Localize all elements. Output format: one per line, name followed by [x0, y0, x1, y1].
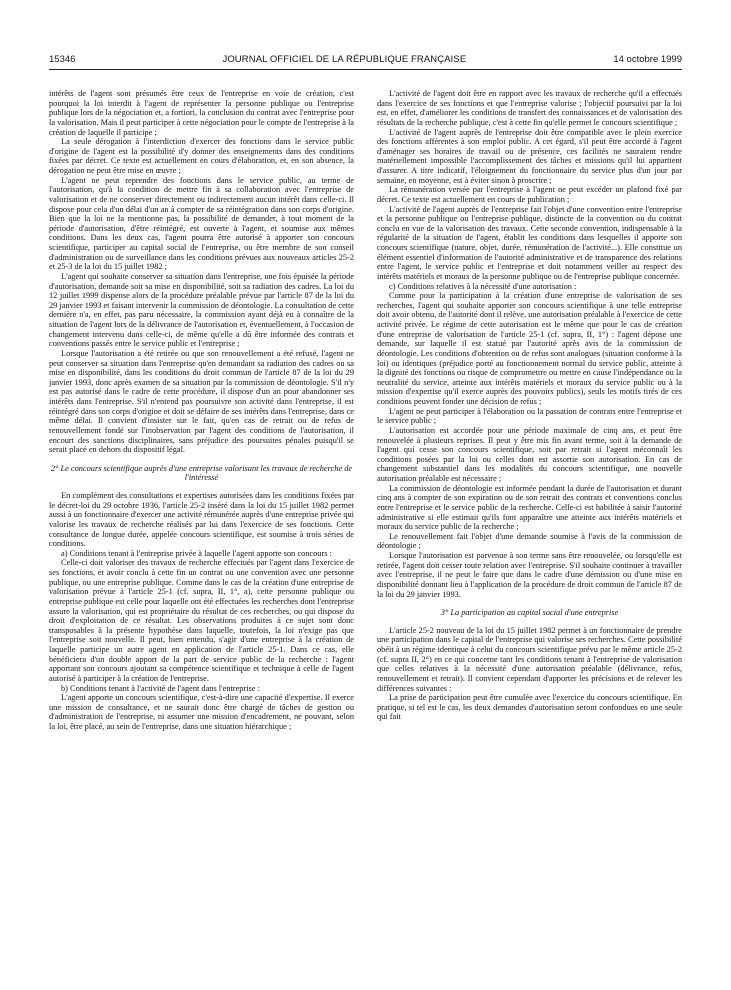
paragraph: La seule dérogation à l'interdiction d'exercer des fonctions dans le service public d'origine de l'agent est la possibilité d'y donner des enseignements dans des conditions fixées par décret. Ce texte est actuellement en cours d'élaboration, et, en son absence, la dérogation ne peut être mise en œuvre ;: [49, 137, 354, 175]
paragraph: L'activité de l'agent auprès de l'entreprise doit être compatible avec le plein exercice des fonctions afférentes à son emploi public. A cet égard, s'il peut être accordé à l'agent d'aménager ses horaires de travail ou de présence, ces facilités ne sauraient rendre matériellement impossible l'accomplissement des tâches et missions qu'il lui appartient d'assurer. A titre indicatif, l'éloignement du fonctionnaire du service plus d'un jour par semaine, en moyenne, est à éviter sinon à proscrire ;: [377, 127, 682, 185]
paragraph: La prise de participation peut être cumulée avec l'exercice du concours scientifique. En pratique, si tel est le cas, les deux demandes d'autorisation seront confondues en une seule qui fait: [377, 693, 682, 722]
right-column: [377, 89, 682, 984]
paragraph: Comme pour la participation à la création d'une entreprise de valorisation de ses recherches, l'agent qui souhaite apporter son concours scientifique à une telle entreprise doit avoir obtenu, de l'autorité dont il relève, une autorisation préalable à l'exercice de cette activité privée. Le régime de cette autorisation est le même que pour le cas de création d'une entreprise de valorisation de l'article 25-1 (cf. supra, II, 1°) : l'agent dépose une demande, sur laquelle il est statué par l'autorité après avis de la commission de déontologie. Les conditions d'obtention ou de refus sont analogues (situation conforme à la loi) ou identiques (préjudice porté au fonctionnement normal du service public, atteinte à la dignité des fonctions ou risque de compromettre ou mettre en cause l'indépendance ou la neutralité du service, atteinte aux intérêts matériels et moraux du service public ou à la mission d'expertise qu'il exerce auprès des pouvoirs publics), seuls les motifs tirés de ces conditions peuvent fonder une décision de refus ;: [377, 291, 682, 406]
paragraph: La commission de déontologie est informée pendant la durée de l'autorisation et durant cinq ans à compter de son expiration ou de son retrait des contrats et conventions conclus entre l'entreprise et le service public de la recherche. Celle-ci est habilitée à saisir l'autorité administrative si elle estimait qu'ils font apparaître une atteinte aux intérêts matériels et moraux du service public de la recherche ;: [377, 483, 682, 532]
paragraph: L'agent apporte un concours scientifique, c'est-à-dire une capacité d'expertise. Il exerce une mission de consultance, et ne saurait donc être chargé de tâches de gestion ou d'administration de l'entreprise, ni assumer une mission d'encadrement, ne pouvant, selon la loi, être placé, au sein de l'entreprise, dans une situation hiérarchique ;: [49, 693, 354, 731]
paragraph: b) Conditions tenant à l'activité de l'agent dans l'entreprise :: [61, 683, 260, 693]
header-rule: [49, 69, 682, 70]
journal-title: JOURNAL OFFICIEL DE LA RÉPUBLIQUE FRANÇAISE: [222, 53, 467, 65]
section-heading: 3° La participation au capital social d'une entreprise: [440, 608, 619, 618]
paragraph: Celle-ci doit valoriser des travaux de recherche effectués par l'agent dans l'exercice de ses fonctions, et avoir conclu à cette fin un contrat ou une convention avec une personne publique, ou une entreprise publique. Comme dans le cas de la création d'une entreprise de valorisation prévue à l'article 25-1 (cf. supra, II, 1°, a), cette personne publique ou entreprise publique est celle pour laquelle ont été effectuées les recherches dont l'entreprise assure la valorisation, qui est propriétaire du résultat de ces recherches, ou qui dispose du droit d'exploitation de ce résultat. Les observations produites à ce sujet sont donc transposables à la présente hypothèse dans laquelle, toutefois, la loi n'exige pas que l'entreprise soit nouvelle. Il peut, bien entendu, s'agir d'une entreprise à la création de laquelle participe un autre agent en application de l'article 25-1. Dans ce cas, elle bénéficiera d'un double apport de la part de service public de la recherche : l'agent apportant son concours ajoutant sa compétence scientifique et technique à celle de l'agent autorisé à participer à la création de l'entreprise.: [49, 558, 354, 683]
paragraph: L'agent ne peut reprendre des fonctions dans le service public, au terme de l'autorisation, qu'à la condition de mettre fin à sa collaboration avec l'entreprise de valorisation et de ne conserver directement ou indirectement aucun intérêt dans celle-ci. Il dispose pour cela d'un délai d'un an à compter de sa réintégration dans son corps d'origine. Bien que la loi ne la mentionne pas, la possibilité de demander, à tout moment de la période d'autorisation, d'être réintégré, est ouverte à l'agent, et soumise aux mêmes conditions. Dans les deux cas, l'agent pourra être autorisé à apporter son concours scientifique, participer au capital social de l'entreprise, ou être membre de son conseil d'administration ou de surveillance dans les conditions prévues aux nouveaux articles 25-2 et 25-3 de la loi du 15 juillet 1982 ;: [49, 175, 354, 272]
page-header: [49, 50, 682, 68]
page-number: 15346: [49, 53, 76, 65]
paragraph: Lorsque l'autorisation est parvenue à son terme sans être renouvelée, ou lorsqu'elle est retirée, l'agent doit cesser toute relation avec l'entreprise. S'il souhaite continuer à travailler avec l'entreprise, il ne peut le faire que dans le cadre d'une démission ou d'une mise en disponibilité donnant lieu à l'application de la procédure de droit commun de l'article 87 de la loi du 29 janvier 1993.: [377, 551, 682, 599]
paragraph: L'activité de l'agent auprès de l'entreprise fait l'objet d'une convention entre l'entreprise et la personne publique ou l'entreprise publique, distincte de la convention ou du contrat conclu en vue de la valorisation des travaux. Cette seconde convention, indispensable à la régularité de la situation de l'agent, établit les conditions dans lesquelles il apporte son concours scientifique (nature, objet, durée, rémunération de l'activité...). Elle constitue un élément essentiel d'information de l'autorité administrative et de transparence des relations entre l'agent, le service public et l'entreprise et doit notamment veiller au respect des intérêts matériels et moraux de la personne publique ou de l'entreprise publique concernée.: [377, 204, 682, 281]
paragraph: L'agent qui souhaite conserver sa situation dans l'entreprise, une fois épuisée la période d'autorisation, demande soit sa mise en disponibilité, soit sa radiation des cadres. La loi du 12 juillet 1999 dispense alors de la procédure préalable prévue par l'article 87 de la loi du 29 janvier 1993 et faisant intervenir la commission de déontologie. La consultation de cette dernière n'a, en effet, pas paru nécessaire, la commission ayant déjà eu à connaître de la situation de l'agent lors de la délivrance de l'autorisation et, éventuellement, à l'occasion de changement intervenu dans celle-ci, de même qu'elle a dû être informée des contrats et conventions passés entre le service public et l'entreprise ;: [49, 271, 354, 349]
paragraph: En complément des consultations et expertises autorisées dans les conditions fixées par le décret-loi du 29 octobre 1936, l'article 25-2 inséré dans la loi du 15 juillet 1982 permet aussi à un fonctionnaire d'exercer une activité rémunérée auprès d'une entreprise privée qui valorise les travaux de recherche réalisés par lui dans l'exercice de ses fonctions. Cette consultance de longue durée, appelée concours scientifique, est soumise à trois séries de conditions.: [49, 491, 354, 549]
paragraph: a) Conditions tenant à l'entreprise privée à laquelle l'agent apporte son concours :: [61, 548, 332, 558]
paragraph: L'agent ne peut participer à l'élaboration ou la passation de contrats entre l'entreprise et le service public ;: [377, 406, 682, 426]
paragraph: c) Conditions relatives à la nécessité d'une autorisation :: [389, 281, 577, 291]
paragraph: La rémunération versée par l'entreprise à l'agent ne peut excéder un plafond fixé par décret. Ce texte est actuellement en cours de publication ;: [377, 185, 682, 204]
paragraph: L'activité de l'agent doit être en rapport avec les travaux de recherche qu'il a effectués dans l'exercice de ses fonctions et que l'entreprise valorise ; l'objectif poursuivi par la loi est, en effet, d'améliorer les conditions de transfert des connaissances et de valorisation des résultats de la recherche publique, c'est à cette fin qu'elle permet le concours scientifique ;: [377, 89, 682, 127]
paragraph: intérêts de l'agent sont présumés être ceux de l'entreprise en voie de création, c'est pourquoi la loi interdit à l'agent de représenter la personne publique ou l'entreprise publique lors de la négociation et, a fortiori, la conclusion du contrat avec l'entreprise pour la valorisation. Mais il peut participer à cette négociation pour le compte de l'entreprise à la création de laquelle il participe ;: [49, 89, 354, 137]
paragraph: Le renouvellement fait l'objet d'une demande soumise à l'avis de la commission de déontologie ;: [377, 531, 682, 551]
section-heading: 2° Le concours scientifique auprès d'une entreprise valorisant les travaux de recherche de l'intéressé: [50, 463, 353, 483]
paragraph: Lorsque l'autorisation a été retirée ou que son renouvellement a été refusé, l'agent ne peut conserver sa situation dans l'entreprise qu'en demandant sa radiation des cadres ou sa mise en disponibilité, dans les conditions du droit commun de l'article 87 de la loi du 29 janvier 1993, donc après examen de sa situation par la commission de déontologie. S'il n'y est pas autorisé dans le cadre de cette procédure, il dispose d'un an pour abandonner ses intérêts dans l'entreprise. S'il n'entend pas poursuivre son activité dans l'entreprise, il est réintégré dans son corps d'origine et doit se défaire de ses intérêts dans l'entreprise, dans ce même délai. Il convient d'insister sur le fait, qu'en cas de retrait ou de refus de renouvellement fondé sur l'inobservation par l'agent des conditions de l'autorisation, il encourt des sanctions disciplinaires, sans préjudice des poursuites pénales puisqu'il se serait placé en dehors du dispositif légal.: [49, 348, 354, 455]
paragraph: L'autorisation est accordée pour une période maximale de cinq ans, et peut être renouvelée à plusieurs reprises. Il peut y être mis fin avant terme, soit à la demande de l'agent qui cesse son concours scientifique, soit par retrait si l'agent méconnaît les conditions posées par la loi ou celles dont est assortie son autorisation. En cas de changement substantiel dans les modalités du concours scientifique, une nouvelle autorisation préalable est nécessaire ;: [377, 425, 682, 483]
left-column: [49, 89, 354, 984]
issue-date: 14 octobre 1999: [613, 53, 682, 65]
paragraph: L'article 25-2 nouveau de la loi du 15 juillet 1982 permet à un fonctionnaire de prendre une participation dans le capital de l'entreprise qui valorise ses recherches. Cette possibilité obéit à un régime identique à celui du concours scientifique prévu par le même article 25-2 (cf. supra II, 2°) en ce qui concerne tant les conditions tenant à l'entreprise de valorisation que celles relatives à la nécessité d'une autorisation préalable (délivrance, refus, renouvellement et retrait). Il convient cependant d'apporter les précisions et de relever les différences suivantes :: [377, 625, 682, 693]
